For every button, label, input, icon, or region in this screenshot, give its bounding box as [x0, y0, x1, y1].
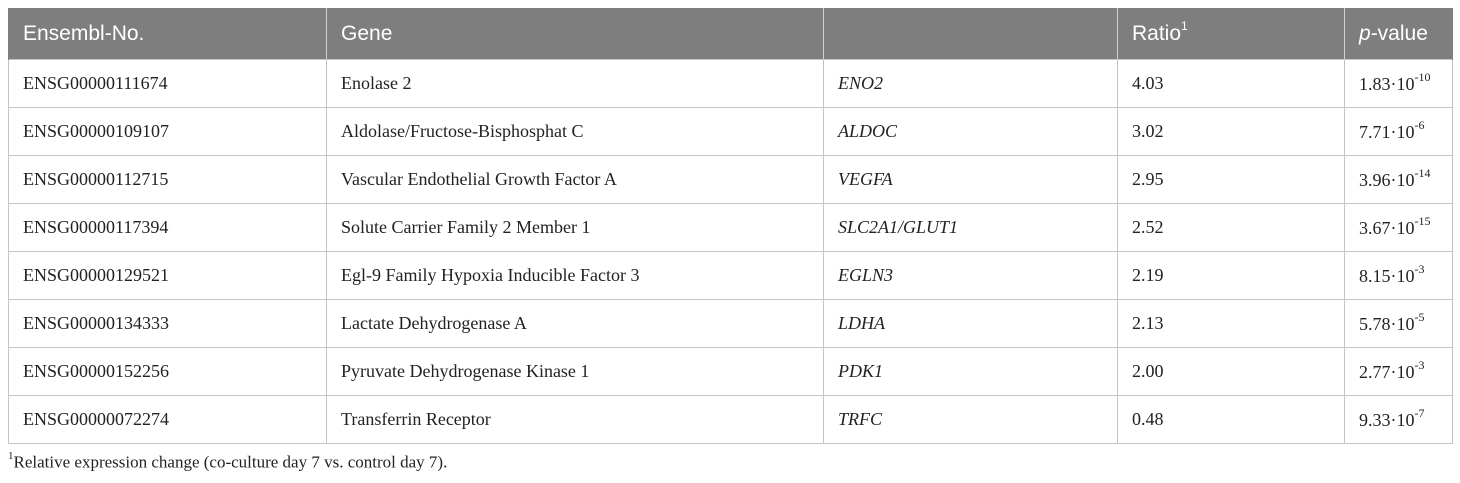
header-gene: Gene — [327, 8, 824, 60]
pvalue-exponent: -14 — [1414, 166, 1431, 180]
cell-ensembl-id: ENSG00000129521 — [9, 252, 327, 300]
cell-gene-name: Pyruvate Dehydrogenase Kinase 1 — [327, 348, 824, 396]
header-ratio-footnote-marker: 1 — [1181, 19, 1188, 33]
cell-pvalue — [1345, 108, 1453, 156]
header-pvalue-p: p — [1359, 21, 1371, 45]
cell-pvalue — [1345, 300, 1453, 348]
pvalue-base: 5.78·10 — [1359, 314, 1415, 334]
header-ensembl: Ensembl-No. — [9, 8, 327, 60]
pvalue-base: 1.83·10 — [1359, 74, 1415, 94]
cell-gene-symbol: EGLN3 — [824, 252, 1118, 300]
cell-pvalue — [1345, 204, 1453, 252]
gene-expression-table — [8, 8, 1453, 444]
cell-ratio: 2.19 — [1118, 252, 1345, 300]
cell-ensembl-id: ENSG00000109107 — [9, 108, 327, 156]
cell-ratio: 4.03 — [1118, 60, 1345, 108]
cell-gene-symbol: PDK1 — [824, 348, 1118, 396]
cell-ensembl-id: ENSG00000112715 — [9, 156, 327, 204]
cell-ratio: 2.52 — [1118, 204, 1345, 252]
cell-gene-name: Aldolase/Fructose-Bisphosphat C — [327, 108, 824, 156]
pvalue-base: 3.96·10 — [1359, 170, 1415, 190]
cell-gene-symbol: ENO2 — [824, 60, 1118, 108]
cell-ensembl-id: ENSG00000152256 — [9, 348, 327, 396]
table-body — [9, 60, 1453, 444]
pvalue-exponent: -10 — [1414, 70, 1431, 84]
gene-table-container — [8, 8, 1452, 444]
cell-ratio: 3.02 — [1118, 108, 1345, 156]
pvalue-base: 2.77·10 — [1359, 362, 1415, 382]
table-row — [9, 252, 1453, 300]
cell-gene-name: Solute Carrier Family 2 Member 1 — [327, 204, 824, 252]
cell-gene-symbol: ALDOC — [824, 108, 1118, 156]
header-pvalue — [1345, 8, 1453, 60]
cell-gene-name: Egl-9 Family Hypoxia Inducible Factor 3 — [327, 252, 824, 300]
cell-gene-name: Vascular Endothelial Growth Factor A — [327, 156, 824, 204]
header-ratio — [1118, 8, 1345, 60]
pvalue-exponent: -7 — [1414, 406, 1425, 420]
table-row — [9, 348, 1453, 396]
cell-ensembl-id: ENSG00000117394 — [9, 204, 327, 252]
cell-gene-name: Enolase 2 — [327, 60, 824, 108]
cell-ensembl-id: ENSG00000111674 — [9, 60, 327, 108]
pvalue-exponent: -5 — [1414, 310, 1425, 324]
pvalue-exponent: -3 — [1414, 358, 1425, 372]
table-footnote — [8, 452, 447, 473]
table-row — [9, 60, 1453, 108]
cell-gene-symbol: SLC2A1/GLUT1 — [824, 204, 1118, 252]
pvalue-base: 7.71·10 — [1359, 122, 1415, 142]
cell-pvalue — [1345, 348, 1453, 396]
pvalue-base: 3.67·10 — [1359, 218, 1415, 238]
table-row — [9, 204, 1453, 252]
header-ratio-label: Ratio — [1132, 22, 1182, 45]
table-row — [9, 300, 1453, 348]
cell-pvalue — [1345, 156, 1453, 204]
pvalue-base: 8.15·10 — [1359, 266, 1415, 286]
cell-gene-symbol: VEGFA — [824, 156, 1118, 204]
header-pvalue-rest: -value — [1370, 21, 1428, 45]
footnote-text: Relative expression change (co-culture day 7 vs. control day 7). — [13, 452, 448, 472]
footnote-marker: 1 — [8, 450, 14, 462]
cell-pvalue — [1345, 60, 1453, 108]
cell-gene-name: Lactate Dehydrogenase A — [327, 300, 824, 348]
pvalue-exponent: -3 — [1414, 262, 1425, 276]
table-header-row — [9, 8, 1453, 60]
cell-ratio: 0.48 — [1118, 396, 1345, 444]
pvalue-base: 9.33·10 — [1359, 410, 1415, 430]
cell-gene-name: Transferrin Receptor — [327, 396, 824, 444]
table-row — [9, 156, 1453, 204]
cell-gene-symbol: LDHA — [824, 300, 1118, 348]
table-row — [9, 108, 1453, 156]
cell-ensembl-id: ENSG00000134333 — [9, 300, 327, 348]
cell-ensembl-id: ENSG00000072274 — [9, 396, 327, 444]
pvalue-exponent: -15 — [1414, 214, 1431, 228]
cell-ratio: 2.00 — [1118, 348, 1345, 396]
cell-ratio: 2.13 — [1118, 300, 1345, 348]
pvalue-exponent: -6 — [1414, 118, 1425, 132]
header-symbol — [824, 8, 1118, 60]
table-row — [9, 396, 1453, 444]
cell-ratio: 2.95 — [1118, 156, 1345, 204]
cell-pvalue — [1345, 252, 1453, 300]
cell-gene-symbol: TRFC — [824, 396, 1118, 444]
cell-pvalue — [1345, 396, 1453, 444]
